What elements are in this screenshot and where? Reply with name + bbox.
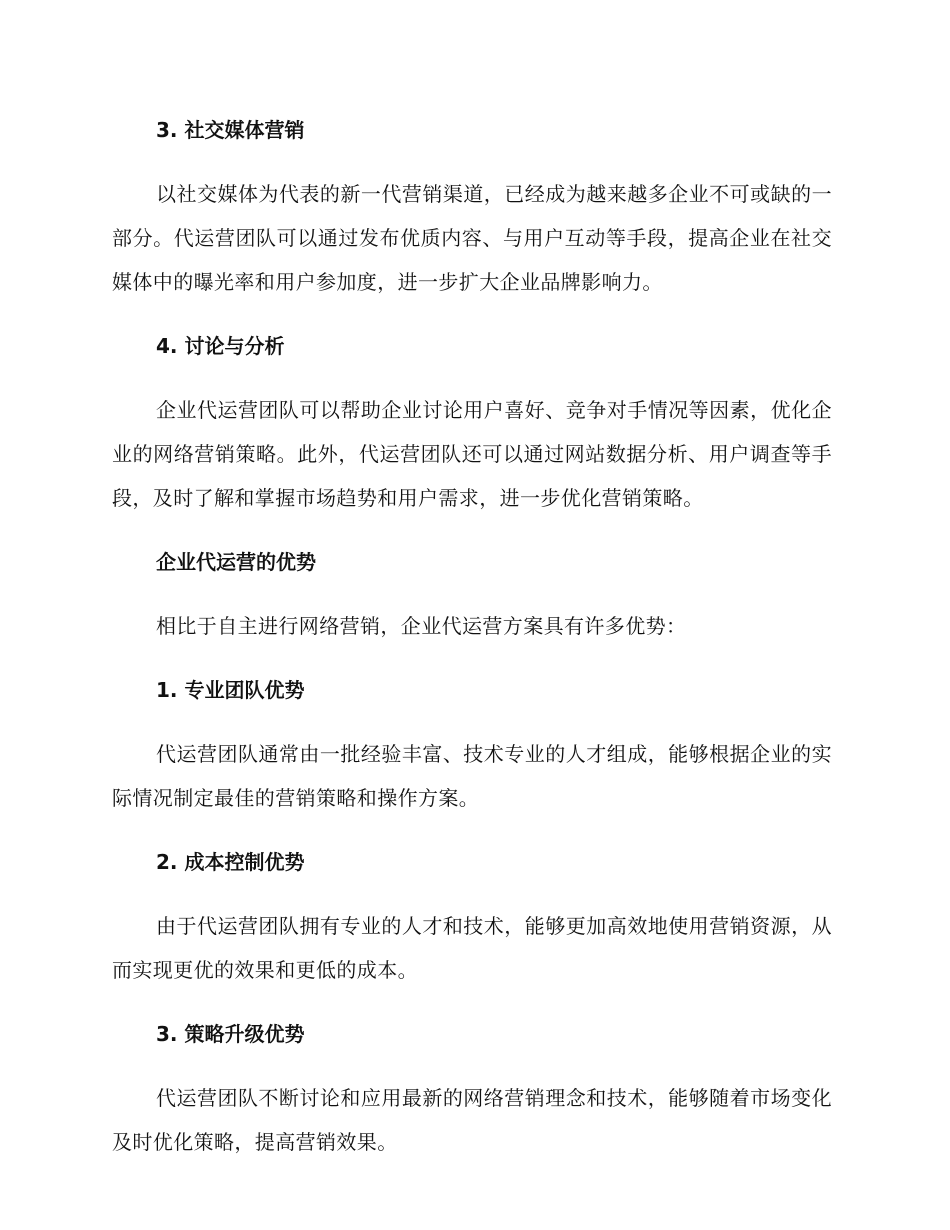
section-heading-strategy-upgrade: 3. 策略升级优势 [156, 1022, 305, 1046]
paragraph-strategy-upgrade: 代运营团队不断讨论和应用最新的网络营销理念和技术，能够随着市场变化及时优化策略，提高营销效果。 [112, 1086, 832, 1154]
section-heading-advantages: 企业代运营的优势 [156, 550, 316, 574]
section-heading-discussion: 4. 讨论与分析 [156, 334, 285, 358]
paragraph-advantages-intro: 相比于自主进行网络营销，企业代运营方案具有许多优势： [156, 614, 687, 638]
section-heading-professional-team: 1. 专业团队优势 [156, 678, 305, 702]
paragraph-cost-control: 由于代运营团队拥有专业的人才和技术，能够更加高效地使用营销资源，从而实现更优的效果和更低的成本。 [112, 914, 832, 982]
section-heading-cost-control: 2. 成本控制优势 [156, 850, 305, 874]
paragraph-social-media: 以社交媒体为代表的新一代营销渠道，已经成为越来越多企业不可或缺的一部分。代运营团队可以通过发布优质内容、与用户互动等手段，提高企业在社交媒体中的曝光率和用户参加度，进一步扩大企业品牌影响力。 [112, 182, 832, 294]
section-heading-social-media: 3. 社交媒体营销 [156, 118, 305, 142]
paragraph-professional-team: 代运营团队通常由一批经验丰富、技术专业的人才组成，能够根据企业的实际情况制定最佳的营销策略和操作方案。 [112, 742, 832, 810]
paragraph-discussion: 企业代运营团队可以帮助企业讨论用户喜好、竞争对手情况等因素，优化企业的网络营销策略。此外，代运营团队还可以通过网站数据分析、用户调查等手段，及时了解和掌握市场趋势和用户需求，进一步优化营销策略。 [112, 398, 832, 510]
document-body [112, 108, 832, 1164]
